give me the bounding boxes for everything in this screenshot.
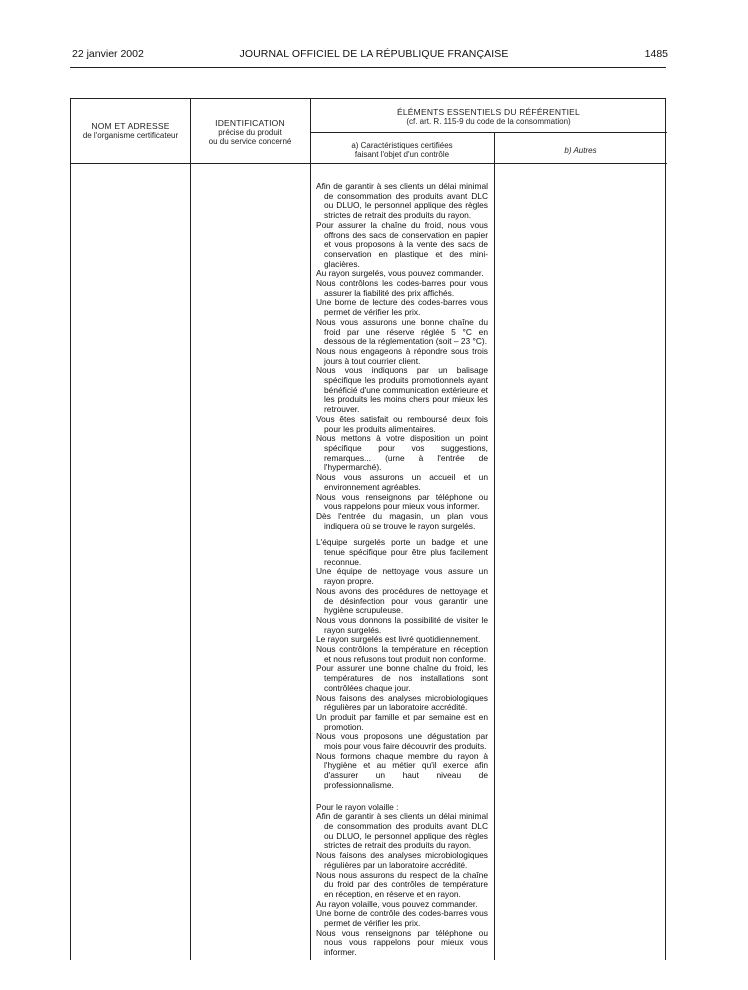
commitment-item: Une équipe de nettoyage vous assure un rayon propre. bbox=[316, 566, 488, 587]
header-bottom-rule bbox=[71, 163, 667, 164]
column-header-subtitle: de l'organisme certificateur bbox=[82, 131, 179, 140]
column-header-elements bbox=[310, 108, 667, 126]
commitment-item: Nous nous engageons à répondre sous trois jours à tout courrier client. bbox=[316, 345, 488, 366]
commitment-item: Vous êtes satisfait ou remboursé deux fois pour les produits alimentaires. bbox=[316, 413, 488, 434]
column-divider bbox=[310, 99, 311, 960]
commitments-block-3 bbox=[316, 812, 488, 958]
header-rule bbox=[70, 67, 666, 68]
journal-title: JOURNAL OFFICIEL DE LA RÉPUBLIQUE FRANÇAISE bbox=[239, 48, 509, 60]
commitment-item: Au rayon surgelés, vous pouvez commander. bbox=[316, 268, 484, 279]
commitment-item: Nous faisons des analyses microbiologiques régulières par un laboratoire accrédité. bbox=[316, 850, 488, 870]
commitment-item: Une borne de lecture des codes-barres vous permet de vérifier les prix. bbox=[316, 297, 488, 318]
column-header-caracteristiques bbox=[310, 141, 494, 159]
commitment-item: Une borne de contrôle des codes-barres vous permet de vérifier les prix. bbox=[316, 908, 488, 929]
commitment-item: Nous vous assurons un accueil et un environnement agréables. bbox=[316, 472, 488, 492]
caracteristiques-column bbox=[316, 182, 488, 958]
commitment-item: Nous vous indiquons par un balisage spécifique les produits promotionnels ayant bénéficié d'une communication extérieure et les produits les moins chers pour mieux les retrouver. bbox=[316, 365, 488, 415]
column-header-title: ÉLÉMENTS ESSENTIELS DU RÉFÉRENTIEL bbox=[397, 107, 580, 117]
block-spacer bbox=[316, 791, 488, 803]
commitment-item: Pour assurer une bonne chaîne du froid, les températures de nos installations sont contrôlées chaque jour. bbox=[316, 663, 488, 693]
column-header-title: NOM ET ADRESSE bbox=[91, 121, 170, 131]
commitment-item: Afin de garantir à ses clients un délai minimal de consommation des produits avant DLC ou DLUO, le personnel applique des règles strictes de retrait des produits du rayon. bbox=[316, 811, 488, 851]
column-header-line: faisant l'objet d'un contrôle bbox=[354, 150, 450, 159]
commitment-item: Nous avons des procédures de nettoyage et de désinfection pour vous garantir une hygiène scrupuleuse. bbox=[316, 585, 488, 616]
commitment-item: Un produit par famille et par semaine est en promotion. bbox=[316, 711, 488, 732]
commitment-item: Dès l'entrée du magasin, un plan vous indiquera où se trouve le rayon surgelés. bbox=[316, 510, 488, 531]
commitment-item: Pour assurer la chaîne du froid, nous vous offrons des sacs de conservation en papier et vous proposons à la vente des sacs de conservation en plastique et des mini-glacières. bbox=[316, 219, 488, 269]
commitment-item: Nous contrôlons les codes-barres pour vous assurer la fiabilité des prix affichés. bbox=[316, 278, 488, 298]
column-header-line: a) Caractéristiques certifiées bbox=[351, 141, 453, 150]
column-divider bbox=[190, 99, 191, 960]
column-header-organisme bbox=[71, 122, 190, 140]
referential-table bbox=[70, 98, 666, 960]
commitment-item: Le rayon surgelés est livré quotidiennement. bbox=[316, 634, 481, 645]
commitment-item: Nous formons chaque membre du rayon à l'hygiène et au métier qu'il exerce afin d'assurer un haut niveau de professionnalisme. bbox=[316, 750, 488, 790]
commitment-item: Nous vous donnons la possibilité de visiter le rayon surgelés. bbox=[316, 614, 488, 635]
commitment-item: Afin de garantir à ses clients un délai minimal de consommation des produits avant DLC ou DLUO, le personnel applique des règles strictes de retrait des produits du rayon. bbox=[316, 181, 488, 221]
commitment-item: Nous vous assurons une bonne chaîne du froid par une réserve réglée 5 °C en dessous de la réglementation (soit – 23 °C). bbox=[316, 316, 488, 347]
column-header-subtitle: (cf. art. R. 115-9 du code de la consommation) bbox=[406, 117, 571, 126]
page-number: 1485 bbox=[644, 48, 668, 60]
column-header-autres: b) Autres bbox=[564, 146, 597, 155]
commitment-item: Nous vous renseignons par téléphone ou nous vous rappelons pour mieux vous informer. bbox=[316, 927, 488, 958]
commitment-item: Nous contrôlons la température en réception et nous refusons tout produit non conforme. bbox=[316, 644, 488, 664]
header-date: 22 janvier 2002 bbox=[72, 48, 144, 60]
commitments-block-2 bbox=[316, 538, 488, 790]
commitment-item: Nous vous proposons une dégustation par mois pour vous faire découvrir des produits. bbox=[316, 731, 488, 752]
column-header-title: IDENTIFICATION bbox=[215, 118, 285, 128]
commitment-item: Nous faisons des analyses microbiologiques régulières par un laboratoire accrédité. bbox=[316, 692, 488, 713]
volaille-heading: Pour le rayon volaille : bbox=[316, 801, 399, 812]
commitment-item: Nous mettons à votre disposition un point spécifique pour vos suggestions, remarques... (urne à l'entrée de l'hypermarché). bbox=[316, 433, 488, 473]
commitment-item: Au rayon volaille, vous pouvez commander. bbox=[316, 898, 478, 909]
commitment-item: Nous nous assurons du respect de la chaîne du froid par des contrôles de température en réception, en réserve et en rayon. bbox=[316, 869, 488, 899]
commitments-block-1 bbox=[316, 182, 488, 531]
header-subrule bbox=[310, 132, 667, 133]
column-header-identification bbox=[190, 119, 310, 146]
commitment-item: Nous vous renseignons par téléphone ou vous rappelons pour mieux vous informer. bbox=[316, 491, 488, 512]
commitment-item: L'équipe surgelés porte un badge et une tenue spécifique pour être plus facilement reconnue. bbox=[316, 537, 488, 567]
column-header-subtitle: précise du produit bbox=[218, 128, 282, 137]
column-divider bbox=[494, 132, 495, 960]
column-header-subtitle: ou du service concerné bbox=[208, 137, 292, 146]
